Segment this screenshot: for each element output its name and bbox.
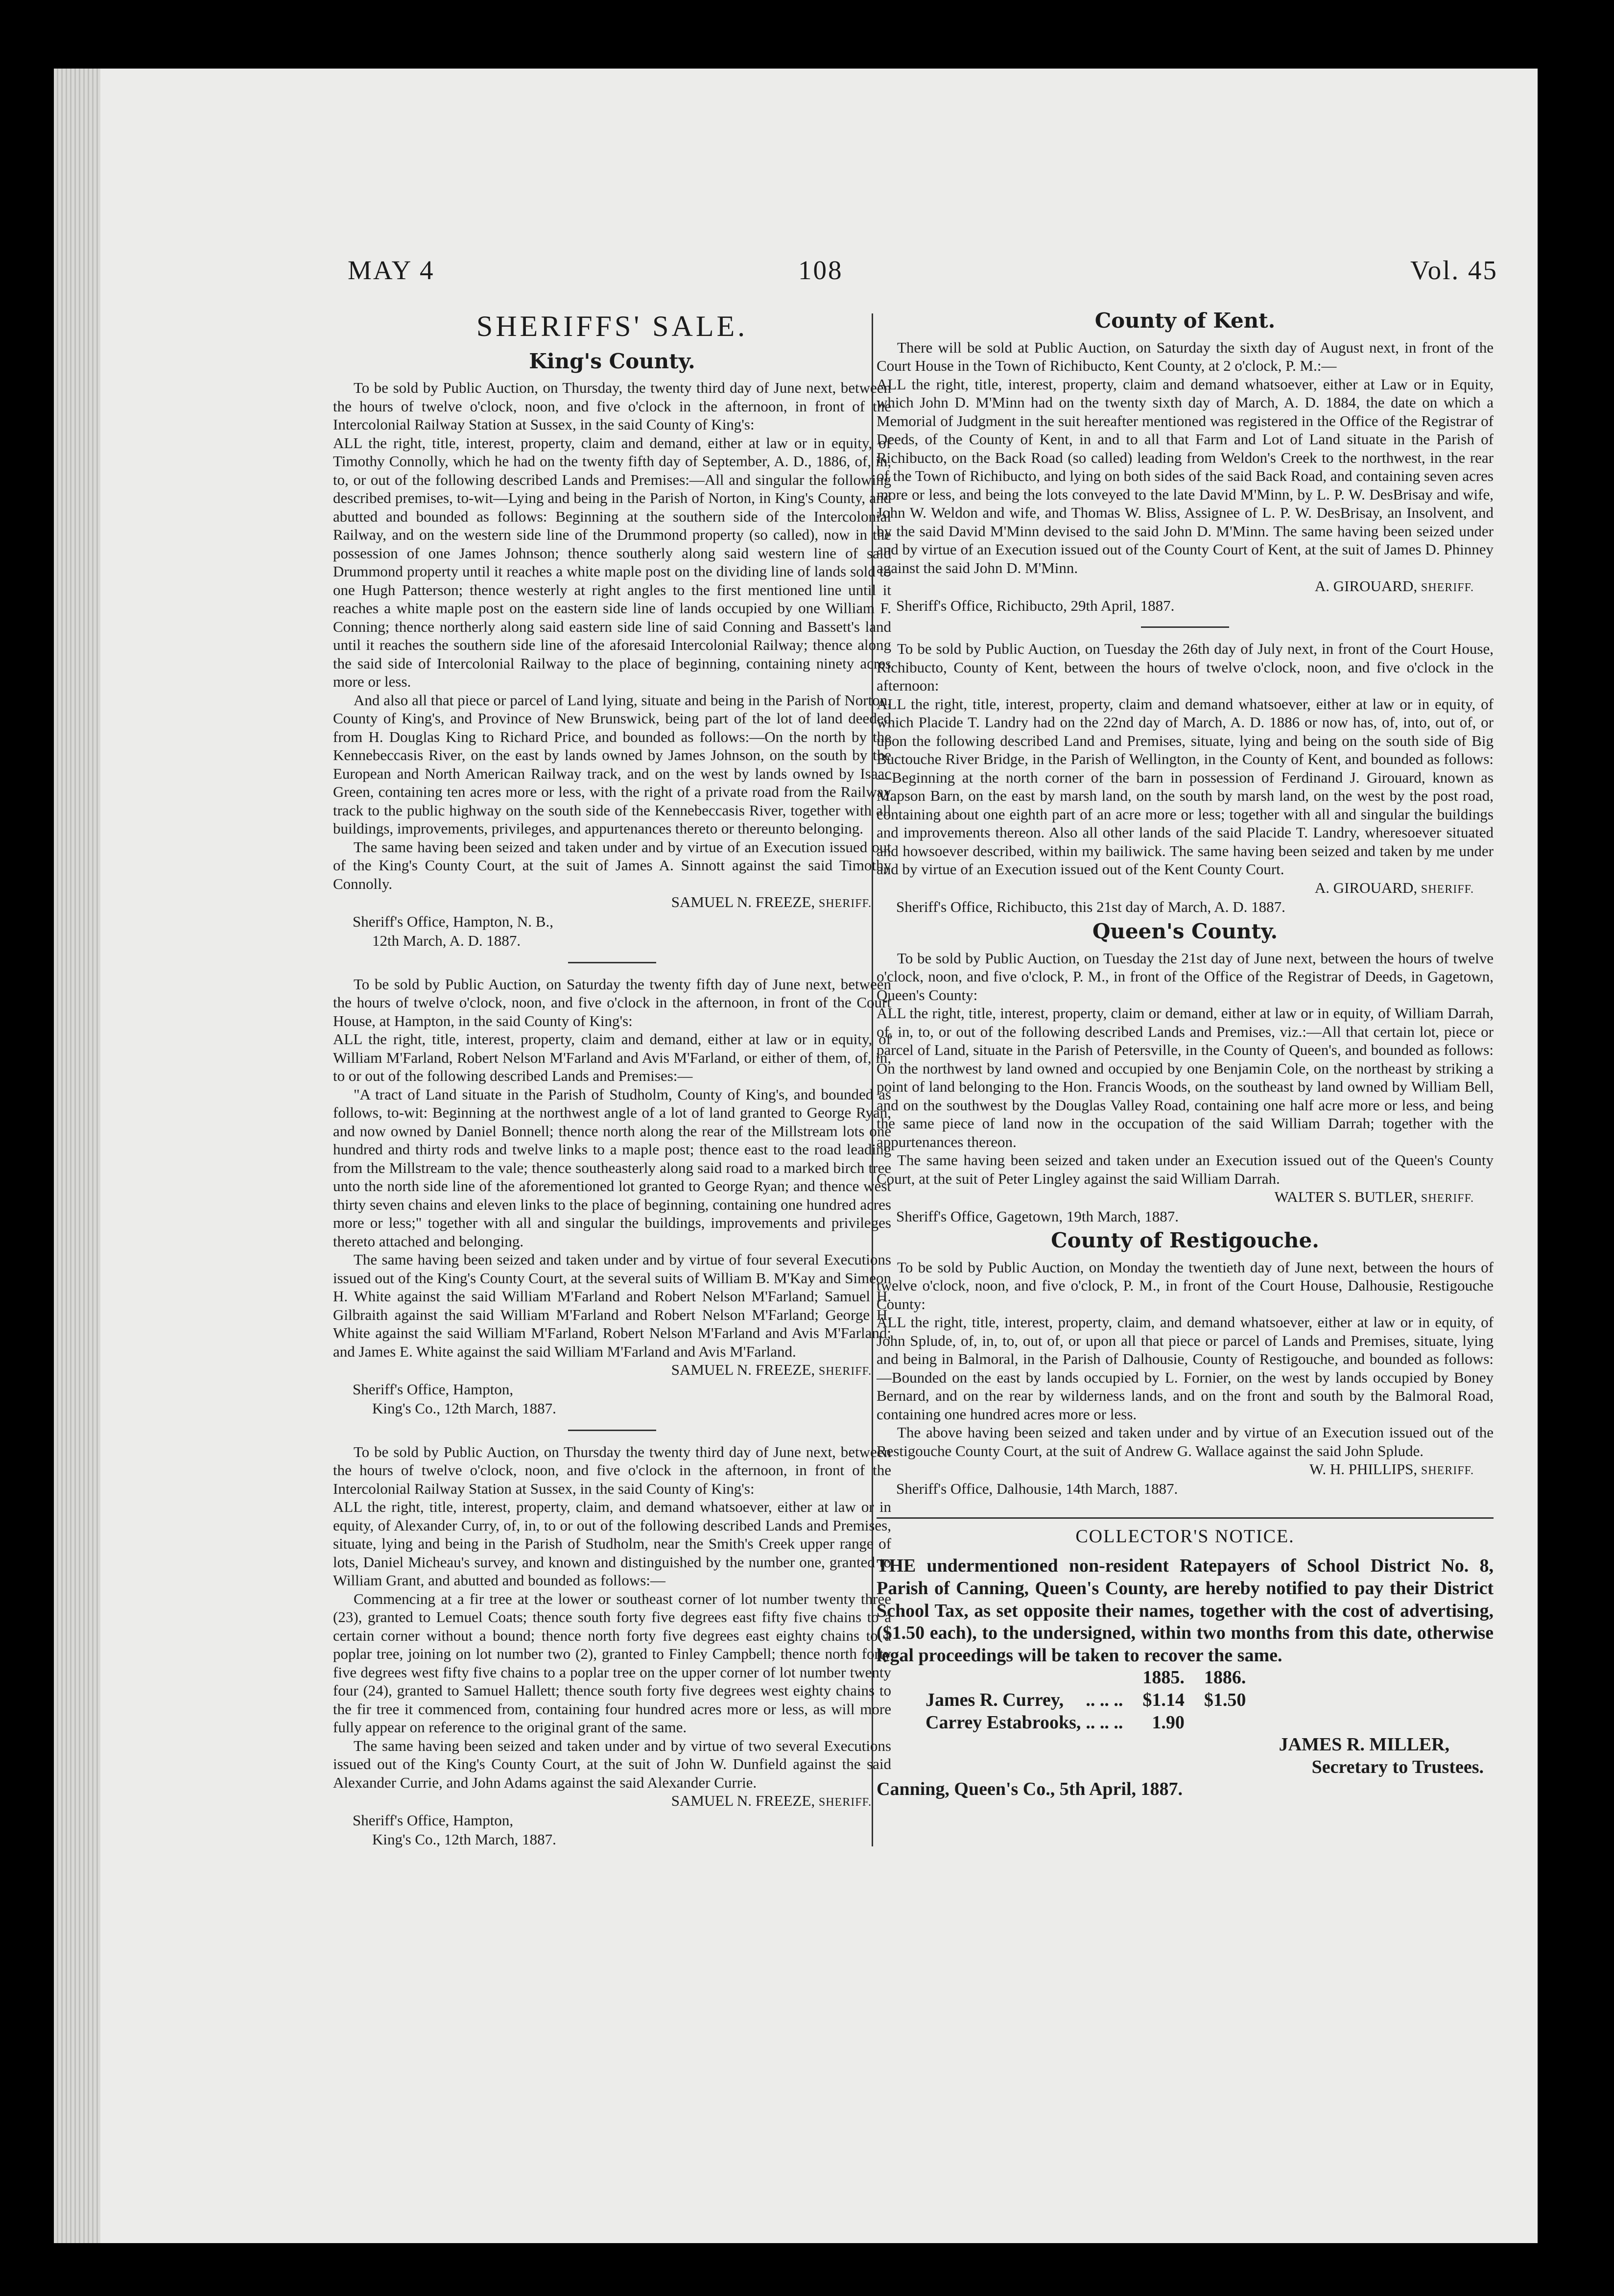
notice-curry <box>333 1443 891 1849</box>
notice-paragraph: The same having been seized and taken under an Execution issued out of the Queen's County Court, at the suit of Peter Lingley against the said William Darrah. <box>877 1151 1494 1187</box>
ratepayer-name: James R. Currey, <box>926 1689 1064 1710</box>
year-header: 1886. <box>1204 1667 1246 1688</box>
section-title: SHERIFFS' SALE. <box>476 310 748 342</box>
notice-paragraph: The same having been seized and taken under and by virtue of four several Executions issued out of the King's County Court, at the several suits of William B. M'Kay and Simeon H. White against the said William M'Farland and Robert Nelson M'Farland; Samuel H. Gilbraith against the said William M'Farland and Robert Nelson M'Farland; George H. White against the said William M'Farland, Robert Nelson M'Farland and Avis M'Farland; and James E. White against the said William M'Farland and Avis M'Farland. <box>333 1251 891 1360</box>
tax-amount: $1.14 <box>1142 1689 1185 1710</box>
notice-intro: To be sold by Public Auction, on Tuesday the 21st day of June next, between the hours of twelve o'clock, noon, and five o'clock, P. M., in front of the Office of the Registrar of Deeds, in Gagetown, Queen's County: <box>877 949 1494 1004</box>
county-heading-kings: King's County. <box>529 349 695 373</box>
sheriff-signature: SAMUEL N. FREEZE, SHERIFF. <box>671 1792 872 1810</box>
notice-body: ALL the right, title, interest, property, claim or demand, either at law or in equity, of William Darrah, of, in, to, or out of the following described Lands and Premises, viz.:—All that certain lot, piece or parcel of Land, situate in the Parish of Petersville, in the County of Queen's, and bounded as follows: On the northwest by land owned and occupied by one Benjamin Cole, on the northeast by striking a point of land belonging to the Hon. Francis Woods, on the southeast by land owned by William Bell, and on the southwest by the Douglas Valley Road, containing one half acre more or less, and being the same piece of land now in the occupation of the said William Darrah; together with the appurtenances thereon. <box>877 1004 1494 1150</box>
notice-intro: To be sold by Public Auction, on Monday the twentieth day of June next, between the hours of twelve o'clock, noon, and five o'clock, P. M., in front of the Court House, Dalhousie, Restigouche County: <box>877 1258 1494 1313</box>
notice-body: ALL the right, title, interest, property, claim, and demand whatsoever, either at law or in equity, of Alexander Curry, of, in, to or out of the following described Lands and Premises, situate, lying and being in the Parish of Studholm, near the Smith's Creek upper range of lots, Daniel Micheau's survey, and known and distinguished by the number one, granted to William Grant, and abutted and bounded as follows:— <box>333 1498 891 1589</box>
sheriff-signature: W. H. PHILLIPS, SHERIFF. <box>1309 1460 1474 1478</box>
office-date: King's Co., 12th March, 1887. <box>372 1831 556 1848</box>
table-row <box>926 1689 1251 1712</box>
county-heading-restigouche: County of Restigouche. <box>1051 1228 1319 1253</box>
ratepayer-name: Carrey Estabrooks, <box>926 1712 1081 1733</box>
collector-place-date: Canning, Queen's Co., 5th April, 1887. <box>877 1779 1183 1800</box>
tax-amount: $1.50 <box>1204 1689 1246 1710</box>
tax-amount <box>1189 1712 1251 1734</box>
separator-rule <box>568 962 656 963</box>
tax-table-header <box>926 1667 1251 1689</box>
notice-paragraph: And also all that piece or parcel of Land lying, situate and being in the Parish of Norton, County of King's, and Province of New Brunswick, being part of the lot of land deeded from H. Douglas King to Richard Price, and bounded as follows:—On the north by the Kennebeccasis River, on the east by lands owned by James Johnson, on the south by the European and North American Railway track, and on the west by lands owned by Isaac Green, containing ten acres more or less, with the right of a private road from the Railway track to the public highway on the south side of the Kennebeccasis River, together with all buildings, improvements, privileges, and appurtenances thereto or thereunto belonging. <box>333 691 891 837</box>
notice-paragraph: The above having been seized and taken under and by virtue of an Execution issued out of the Restigouche County Court, at the suit of Andrew G. Wallace against the said John Splude. <box>877 1424 1494 1459</box>
leader-dots: .. .. .. <box>1086 1689 1123 1710</box>
office-date: 12th March, A. D. 1887. <box>372 932 521 950</box>
notice-body: ALL the right, title, interest, property, claim and demand, either at law or in equity, of Timothy Connolly, which he had on the twenty fifth day of September, A. D., 1886, of, in, to, or out of the following described Lands and Premises:—All and singular the following described premises, to-wit—Lying and being in the Parish of Norton, in King's County, and abutted and bounded as follows: Beginning at the southern side of the Intercolonial Railway, and on the western side line of the Drummond property (so called), now in the possession of one James Johnson; thence southerly along said western line of said Drummond property until it reaches a white maple post on the dividing line of lands sold to one Hugh Patterson; thence westerly at right angles to the first mentioned line until it reaches a white maple post on the eastern side line of lands occupied by one William F. Conning; thence northerly along said eastern side line of said Conning and Bassett's land until it reaches the southern side line of the aforesaid Intercolonial Railway; thence along the said side of Intercolonial Railway to the place of beginning, containing ninety acres more or less. <box>333 434 891 691</box>
notice-landry <box>877 640 1494 916</box>
collector-notice <box>877 1555 1494 1801</box>
office-line: Sheriff's Office, Richibucto, 29th April, 1887. <box>896 597 1175 614</box>
notice-splude <box>877 1258 1494 1498</box>
tax-amount: 1.90 <box>1152 1712 1185 1733</box>
county-heading-queens: Queen's County. <box>1092 919 1278 943</box>
header-page-number: 108 <box>798 255 843 285</box>
notice-body: ALL the right, title, interest, property, claim and demand, either at law or in equity, of William M'Farland, Robert Nelson M'Farland and Avis M'Farland, or either of them, of, in, to or out of the following described Lands and Premises:— <box>333 1030 891 1085</box>
header-volume: Vol. 45 <box>1410 255 1498 285</box>
notice-paragraph: The same having been seized and taken under and by virtue of two several Executions issued out of the King's County Court, at the suit of John W. Dunfield against the said Alexander Currie, and John Adams against the said Alexander Currie. <box>333 1737 891 1791</box>
notice-intro: To be sold by Public Auction, on Thursday the twenty third day of June next, between the hours of twelve o'clock, noon, and five o'clock in the afternoon, in front of the Intercolonial Railway Station at Sussex, in the said County of King's: <box>333 1443 891 1497</box>
notice-mfarland <box>333 975 891 1418</box>
notice-connolly <box>333 379 891 950</box>
sheriff-signature: SAMUEL N. FREEZE, SHERIFF. <box>671 893 872 911</box>
sheriff-signature: A. GIROUARD, SHERIFF. <box>1314 577 1474 595</box>
sheriff-signature: A. GIROUARD, SHERIFF. <box>1314 879 1474 896</box>
left-column <box>333 309 891 1849</box>
sheriff-signature: SAMUEL N. FREEZE, SHERIFF. <box>671 1361 872 1379</box>
notice-paragraph: The same having been seized and taken under and by virtue of an Execution issued out of the King's County Court, at the suit of James A. Sinnott against the said Timothy Connolly. <box>333 838 891 892</box>
separator-rule <box>568 1430 656 1431</box>
office-date: King's Co., 12th March, 1887. <box>372 1400 556 1417</box>
office-line: Sheriff's Office, Hampton, <box>353 1380 514 1398</box>
notice-paragraph: "A tract of Land situate in the Parish of Studholm, County of King's, and bounded as follows, to-wit: Beginning at the northwest angle of a lot of land granted to George Ryan, and now owned by Daniel Bonnell; thence north along the rear of the Millstream lots one hundred and thirty rods and twelve links to a maple post; thence east to the road leading from the Millstream to the vale; thence southeasterly along said road to a marked birch tree unto the north side line of the aforementioned lot granted to George Ryan; and thence west thirty seven chains and eleven links to the place of beginning, containing one hundred acres more or less;" together with all and singular the buildings, improvements and privileges thereto attached and belonging. <box>333 1085 891 1250</box>
page-edges <box>54 69 100 2243</box>
tax-table <box>926 1667 1251 1734</box>
office-line: Sheriff's Office, Dalhousie, 14th March, 1887. <box>896 1480 1178 1497</box>
sheriff-signature: WALTER S. BUTLER, SHERIFF. <box>1274 1188 1474 1206</box>
leader-dots: .. .. .. <box>1086 1712 1123 1733</box>
collector-signer: JAMES R. MILLER, <box>1279 1734 1449 1755</box>
notice-intro: There will be sold at Public Auction, on Saturday the sixth day of August next, in front of the Court House in the Town of Richibucto, Kent County, at 2 o'clock, P. M.:— <box>877 338 1494 375</box>
office-line: Sheriff's Office, Hampton, N. B., <box>353 912 553 930</box>
notice-body: ALL the right, title, interest, property, claim, and demand whatsoever, either at law or in equity, of John Splude, of, in, to, out of, or upon all that piece or parcel of Lands and Premises, situate, lying and being in Balmoral, in the Parish of Dalhousie, County of Restigouche, and bounded as follows:—Bounded on the east by lands occupied by L. Fornier, on the west by lands occupied by Boney Bernard, and on the rear by wilderness lands, and on the front and south by the Balmoral Road, containing one hundred acres more or less. <box>877 1314 1494 1423</box>
notice-body: ALL the right, title, interest, property, claim and demand whatsoever, either at law or in equity, of which Placide T. Landry had on the 22nd day of March, A. D. 1886 or now has, of, into, out of, or upon the following described Land and Premises, situate, lying and being on the south side of Big Buctouche River Bridge, in the Parish of Wellington, in the County of Kent, and bounded as follows:—Beginning at the north corner of the barn in possession of Ferdinand J. Girouard, known as Mapson Barn, on the east by marsh land, on the south by marsh land, on the west by the post road, containing about one eighth part of an acre more or less; together with all and singular the buildings and improvements thereon. Also all other lands of the said Placide T. Landry, wheresoever situated and howsoever described, within my bailiwick. The same having been seized and taken by me under and by virtue of an Execution issued out of the Kent County Court. <box>877 695 1494 878</box>
county-heading-kent: County of Kent. <box>1094 309 1276 333</box>
collector-notice-body: THE undermentioned non-resident Ratepayers of School District No. 8, Parish of Canning, Queen's County, are hereby notified to pay their District School Tax, as set opposite their names, together with the cost of advertising, ($1.50 each), to the undersigned, within two months from this date, otherwise legal proceedings will be taken to recover the same. <box>877 1555 1494 1666</box>
notice-mminn <box>877 338 1494 615</box>
notice-intro: To be sold by Public Auction, on Thursday, the twenty third day of June next, between the hours of twelve o'clock, noon, and five o'clock in the afternoon, in front of the Intercolonial Railway Station at Sussex, in the said County of King's: <box>333 379 891 433</box>
notice-paragraph: Commencing at a fir tree at the lower or southeast corner of lot number twenty three (23), granted to Lemuel Coats; thence south forty five degrees east fifty five chains to a certain corner without a bound; thence north forty five degrees east eighty chains to a poplar tree, joining on lot number two (2), granted to Finley Campbell; thence north forty five degrees west fifty five chains to a poplar tree on the upper corner of lot number twenty four (24), granted to Samuel Hallett; thence south forty five degrees west eighty chains to the fir tree it commenced from, containing four hundred acres more or less, as will more fully appear on reference to the original grant of the same. <box>333 1590 891 1736</box>
notice-intro: To be sold by Public Auction, on Saturday the twenty fifth day of June next, between the hours of twelve o'clock, noon, and five o'clock in the afternoon, in front of the Court House, at Hampton, in the said County of King's: <box>333 975 891 1029</box>
header-date: MAY 4 <box>348 255 435 285</box>
collector-signer-title: Secretary to Trustees. <box>1311 1756 1484 1777</box>
notice-intro: To be sold by Public Auction, on Tuesday the 26th day of July next, in front of the Court House, Richibucto, County of Kent, between the hours of twelve o'clock, noon, and five o'clock in the afternoon: <box>877 640 1494 694</box>
office-line: Sheriff's Office, Richibucto, this 21st day of March, A. D. 1887. <box>896 898 1285 916</box>
office-line: Sheriff's Office, Gagetown, 19th March, 1887. <box>896 1207 1179 1225</box>
notice-body: ALL the right, title, interest, property, claim and demand whatsoever, either at Law or in Equity, which John D. M'Minn had on the twenty sixth day of March, A. D. 1884, the date on which a Memorial of Judgment in the suit hereafter mentioned was registered in the Office of the Registrar of Deeds, of the County of Kent, in and to all that Farm and Lot of Land situate in the Parish of Richibucto, on the Back Road (so called) leading from Weldon's Creek to the northwest, in the rear of the Town of Richibucto, and lying on both sides of the said Back Road, and containing seven acres more or less, and being the lots conveyed to the late David M'Minn, by L. P. W. DesBrisay and wife, John W. Weldon and wife, and Thomas W. Bliss, Assignee of L. P. W. DesBrisay, an Insolvent, and by the said David M'Minn devised to the said John D. M'Minn. The same having been seized under and by virtue of an Execution issued out of the County Court of Kent, at the suit of James D. Phinney against the said John D. M'Minn. <box>877 375 1494 576</box>
separator-rule <box>1141 626 1229 628</box>
office-line: Sheriff's Office, Hampton, <box>353 1811 514 1829</box>
collector-notice-title: COLLECTOR'S NOTICE. <box>877 1517 1494 1548</box>
right-column <box>877 309 1494 1801</box>
year-header: 1885. <box>1142 1667 1185 1688</box>
notice-darrah <box>877 949 1494 1226</box>
newspaper-page <box>54 69 1538 2243</box>
table-row <box>926 1712 1251 1734</box>
